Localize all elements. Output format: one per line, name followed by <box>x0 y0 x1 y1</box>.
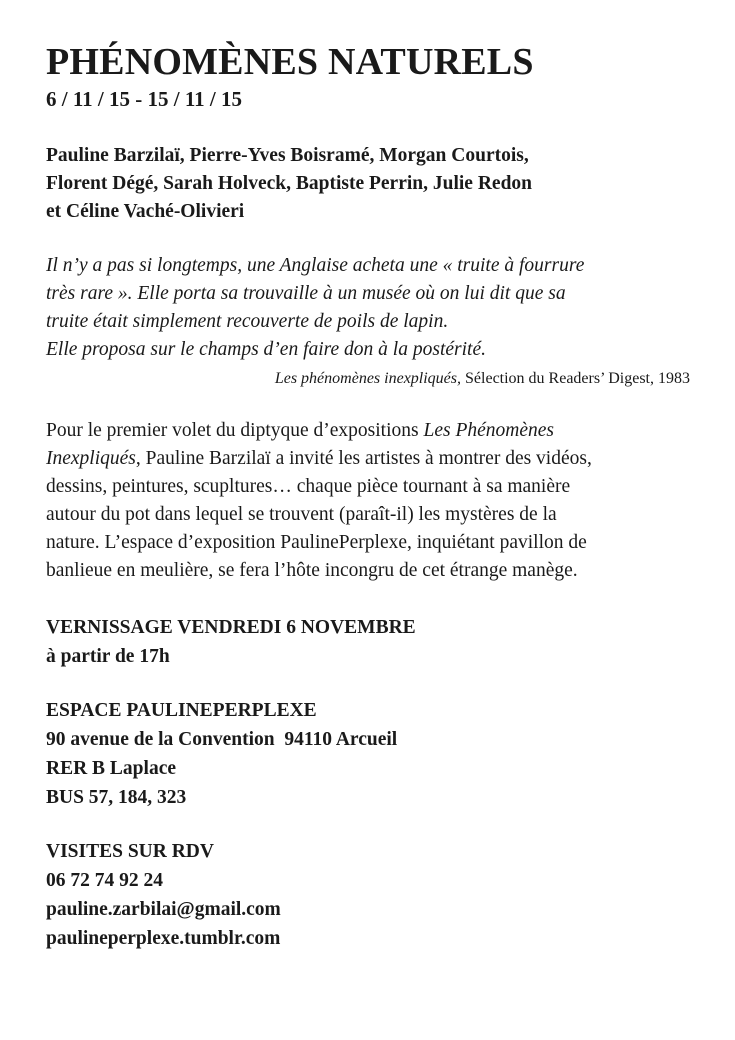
quote-line: Il n’y a pas si longtemps, une Anglaise acheta une « truite à fourrure <box>46 255 585 276</box>
exhibition-dates: 6 / 11 / 15 - 15 / 11 / 15 <box>46 87 243 111</box>
visits-info <box>46 837 706 953</box>
artists-line: Florent Dégé, Sarah Holveck, Baptiste Perrin, Julie Redon <box>46 173 533 194</box>
vernissage-info <box>46 613 706 671</box>
venue-address: 90 avenue de la Convention 94110 Arcueil <box>46 729 398 750</box>
venue-name: ESPACE PAULINEPERPLEXE <box>46 700 317 721</box>
vernissage-heading: VERNISSAGE VENDREDI 6 NOVEMBRE <box>46 617 416 638</box>
description-emphasis: Inexpliqués <box>46 448 136 469</box>
description-emphasis: Les Phénomènes <box>423 420 554 441</box>
venue-bus: BUS 57, 184, 323 <box>46 787 187 808</box>
artists-line: et Céline Vaché-Olivieri <box>46 201 245 222</box>
quote-line: Elle proposa sur le champs d’en faire don à la postérité. <box>46 339 486 360</box>
contact-website: paulineperplexe.tumblr.com <box>46 928 281 949</box>
page-title: PHÉNOMÈNES NATURELS <box>46 41 534 83</box>
citation-title: Les phénomènes inexpliqués, <box>274 370 462 387</box>
venue-rer: RER B Laplace <box>46 758 177 779</box>
description-line: autour du pot dans lequel se trouvent (paraît-il) les mystères de la <box>46 504 557 525</box>
venue-info <box>46 696 706 812</box>
artists-list <box>46 142 706 226</box>
quote-line: très rare ». Elle porta sa trouvaille à un musée où on lui dit que sa <box>46 283 566 304</box>
description-line: nature. L’espace d’exposition PaulinePerplexe, inquiétant pavillon de <box>46 532 587 553</box>
quote-citation <box>46 368 690 390</box>
description-line: dessins, peintures, scupltures… chaque pièce tournant à sa manière <box>46 476 571 497</box>
description-text: Pour le premier volet du diptyque d’expositions <box>46 420 424 441</box>
exhibition-flyer <box>46 40 706 953</box>
description-line: banlieue en meulière, se fera l’hôte incongru de cet étrange manège. <box>46 560 578 581</box>
description-line <box>46 417 706 445</box>
contact-email: pauline.zarbilai@gmail.com <box>46 899 281 920</box>
description-line <box>46 445 706 473</box>
quote-line: truite était simplement recouverte de poils de lapin. <box>46 311 449 332</box>
vernissage-time: à partir de 17h <box>46 646 170 667</box>
citation-source: Sélection du Readers’ Digest, 1983 <box>461 370 690 387</box>
artists-line: Pauline Barzilaï, Pierre-Yves Boisramé, Morgan Courtois, <box>46 145 529 166</box>
exhibition-description <box>46 417 706 585</box>
epigraph-quote <box>46 252 706 364</box>
description-text: , Pauline Barzilaï a invité les artistes à montrer des vidéos, <box>135 448 592 469</box>
visits-heading: VISITES SUR RDV <box>46 841 214 862</box>
contact-phone: 06 72 74 92 24 <box>46 870 163 891</box>
